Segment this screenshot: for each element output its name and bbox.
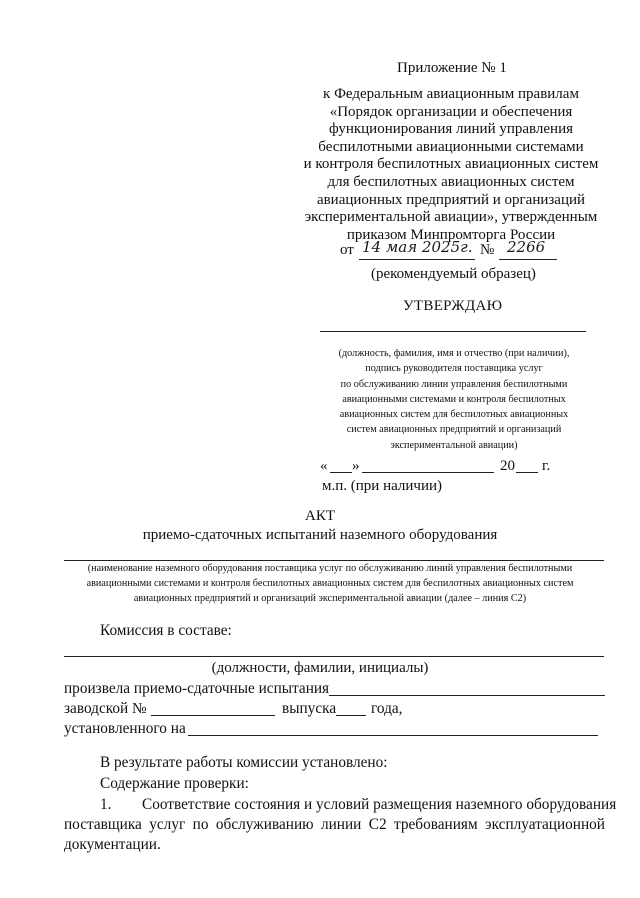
appendix-line: и контроля беспилотных авиационных систем xyxy=(303,156,599,173)
appendix-line: для беспилотных авиационных систем xyxy=(327,173,575,190)
appendix-line: беспилотными авиационными системами xyxy=(318,138,584,155)
appendix-line: функционирования линий управления xyxy=(328,121,574,138)
commission-label: Комиссия в составе: xyxy=(100,622,232,639)
appendix-line: экспериментальной авиации», утвержденным xyxy=(304,209,598,226)
approve-caption-line: по обслуживанию линии управления беспилотными xyxy=(340,378,568,390)
act-caption-line: авиационными системами и контроля беспилотных авиационных систем для беспилотных авиационных систем xyxy=(86,577,574,589)
item-line-2: поставщика услуг по обслуживанию линии С2 требованиям эксплуатационной xyxy=(64,816,605,833)
approve-day-line xyxy=(330,472,352,473)
approve-caption-line: (должность, фамилия, имя и отчество (при наличии), xyxy=(338,348,570,359)
order-number-sign: № xyxy=(480,242,495,258)
approve-year-line xyxy=(516,472,538,473)
tests-label: произвела приемо-сдаточные испытания xyxy=(64,680,330,697)
appendix-line: авиационных предприятий и организаций xyxy=(316,191,586,208)
results-intro: В результате работы комиссии установлено: xyxy=(100,754,388,771)
content-label: Содержание проверки: xyxy=(100,775,249,792)
issue-year-line xyxy=(336,715,366,716)
order-date-line xyxy=(359,259,475,260)
commission-caption: (должности, фамилии, инициалы) xyxy=(211,660,429,676)
recommended-sample: (рекомендуемый образец) xyxy=(371,266,536,282)
approve-year-prefix: 20 xyxy=(500,458,515,474)
installed-label: установленного на xyxy=(64,720,186,737)
appendix-line: к Федеральным авиационным правилам xyxy=(323,86,579,102)
act-caption-line: авиационных предприятий и организаций экспериментальной авиации (далее – линия С2) xyxy=(133,592,527,604)
order-number-line xyxy=(499,259,557,260)
act-caption-line: (наименование наземного оборудования поставщика услуг по обслуживанию линий управления беспилотными xyxy=(87,563,573,574)
appendix-title: Приложение № 1 xyxy=(397,60,507,76)
year-label: года, xyxy=(371,700,403,717)
approve-caption xyxy=(318,346,590,453)
approve-title: УТВЕРЖДАЮ xyxy=(403,298,503,314)
appendix-reference xyxy=(290,86,612,244)
approve-caption-line: систем авиационных предприятий и организаций xyxy=(346,424,562,436)
approve-caption-line: авиационных систем для беспилотных авиационных xyxy=(339,409,569,421)
tests-object-line xyxy=(329,695,605,696)
order-number-handwritten: 2266 xyxy=(507,238,546,256)
approve-month-line xyxy=(362,472,494,473)
approve-signature-line xyxy=(320,331,586,332)
issue-label: выпуска xyxy=(282,700,337,717)
appendix-line: приказом Минпромторга России xyxy=(346,226,556,243)
approve-caption-line: подпись руководителя поставщика услуг xyxy=(365,363,543,375)
serial-number-line xyxy=(151,715,275,716)
installed-on-line xyxy=(188,735,598,736)
approve-caption-line: авиационными системами и контроля беспилотных xyxy=(342,393,566,405)
order-date-handwritten: 14 мая 2025г. xyxy=(362,238,473,256)
item-line-1: Соответствие состояния и условий размещения наземного оборудования xyxy=(142,796,617,813)
approve-caption-line: экспериментальной авиации) xyxy=(390,439,518,451)
order-date-prefix: от xyxy=(340,242,354,258)
act-title: АКТ xyxy=(305,508,335,524)
act-caption xyxy=(40,562,620,606)
stamp-place: м.п. (при наличии) xyxy=(322,478,442,494)
item-line-3: документации. xyxy=(64,836,161,853)
serial-label: заводской № xyxy=(64,700,147,717)
act-subtitle: приемо-сдаточных испытаний наземного оборудования xyxy=(142,527,498,543)
approve-date-open: « xyxy=(320,458,328,474)
approve-date-close: » xyxy=(352,458,360,474)
equipment-name-line xyxy=(64,560,604,561)
approve-year-suffix: г. xyxy=(542,458,551,474)
commission-members-line xyxy=(64,656,604,657)
item-number: 1. xyxy=(100,796,112,813)
appendix-line: «Порядок организации и обеспечения xyxy=(329,103,573,120)
